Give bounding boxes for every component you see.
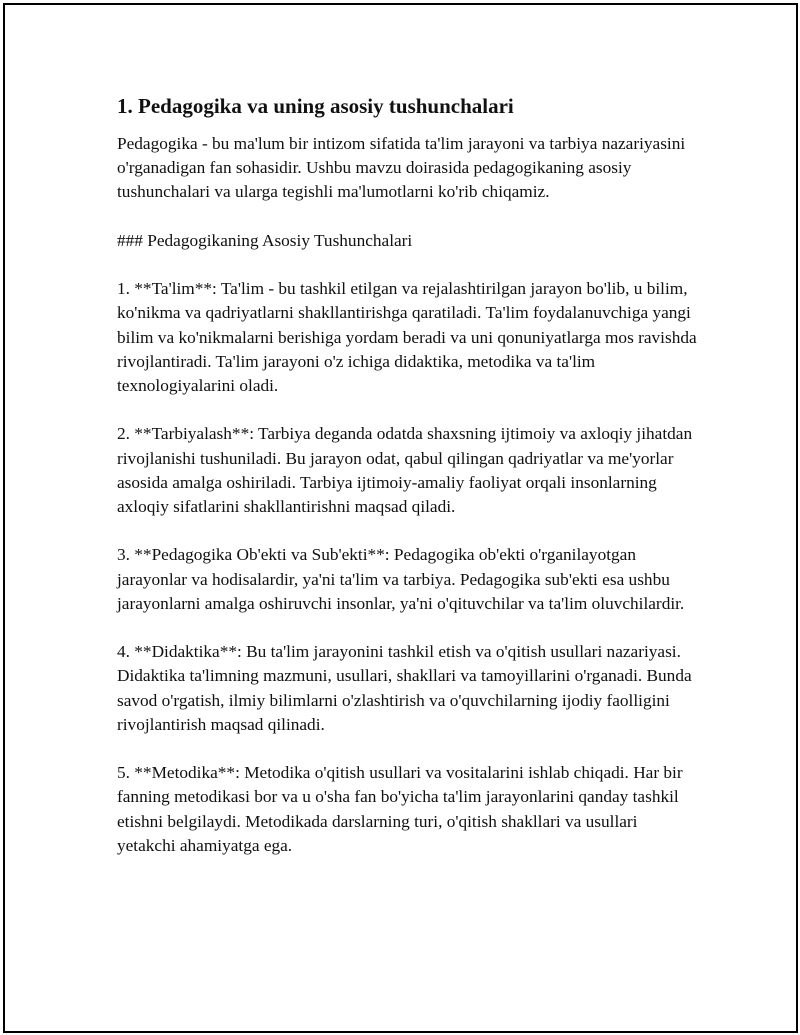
document-body [117, 93, 697, 882]
list-item-tarbiyalash: 2. **Tarbiyalash**: Tarbiya deganda odatda shaxsning ijtimoiy va axloqiy jihatdan rivojlanishi tushuniladi. Bu jarayon odat, qabul qilingan qadriyatlar va me'yorlar asosida amalga oshiriladi. Tarbiya ijtimoiy-amaliy faoliyat orqali insonlarning axloqiy sifatlarini shakllantirishni maqsad qiladi. [117, 424, 693, 516]
list-item-talim: 1. **Ta'lim**: Ta'lim - bu tashkil etilgan va rejalashtirilgan jarayon bo'lib, u bilim, ko'nikma va qadriyatlarni shakllantirishga qaratiladi. Ta'lim foydalanuvchiga yangi bilim va ko'nikmalarni berishiga yordam beradi va uni qonuniyatlarga mos ravishda rivojlantiradi. Ta'lim jarayoni o'z ichiga didaktika, metodika va ta'lim texnologiyalarini oladi. [117, 279, 697, 395]
list-item-obekt-subekt: 3. **Pedagogika Ob'ekti va Sub'ekti**: Pedagogika ob'ekti o'rganilayotgan jarayonlar va hodisalardir, ya'ni ta'lim va tarbiya. Pedagogika sub'ekti esa ushbu jarayonlarni amalga oshiruvchi insonlar, ya'ni o'qituvchilar va ta'lim oluvchilardir. [117, 545, 685, 613]
list-item-didaktika: 4. **Didaktika**: Bu ta'lim jarayonini tashkil etish va o'qitish usullari nazariyasi. Didaktika ta'limning mazmuni, usullari, shakllari va tamoyillarini o'rganadi. Bunda savod o'rgatish, ilmiy bilimlarni o'zlashtirish va o'quvchilarning ijodiy faolligini rivojlantirish maqsad qilinadi. [117, 642, 692, 734]
document-title: 1. Pedagogika va uning asosiy tushunchalari [117, 94, 514, 118]
list-item-metodika: 5. **Metodika**: Metodika o'qitish usullari va vositalarini ishlab chiqadi. Har bir fanning metodikasi bor va u o'sha fan bo'yicha ta'lim jarayonlarini qanday tashkil etishni belgilaydi. Metodikada darslarning turi, o'qitish shakllari va usullari yetakchi ahamiyatga ega. [117, 763, 683, 855]
intro-paragraph: Pedagogika - bu ma'lum bir intizom sifatida ta'lim jarayoni va tarbiya nazariyasini o'rganadigan fan sohasidir. Ushbu mavzu doirasida pedagogikaning asosiy tushunchalari va ularga tegishli ma'lumotlarni ko'rib chiqamiz. [117, 134, 686, 202]
section-subheading: ### Pedagogikaning Asosiy Tushunchalari [117, 230, 413, 250]
